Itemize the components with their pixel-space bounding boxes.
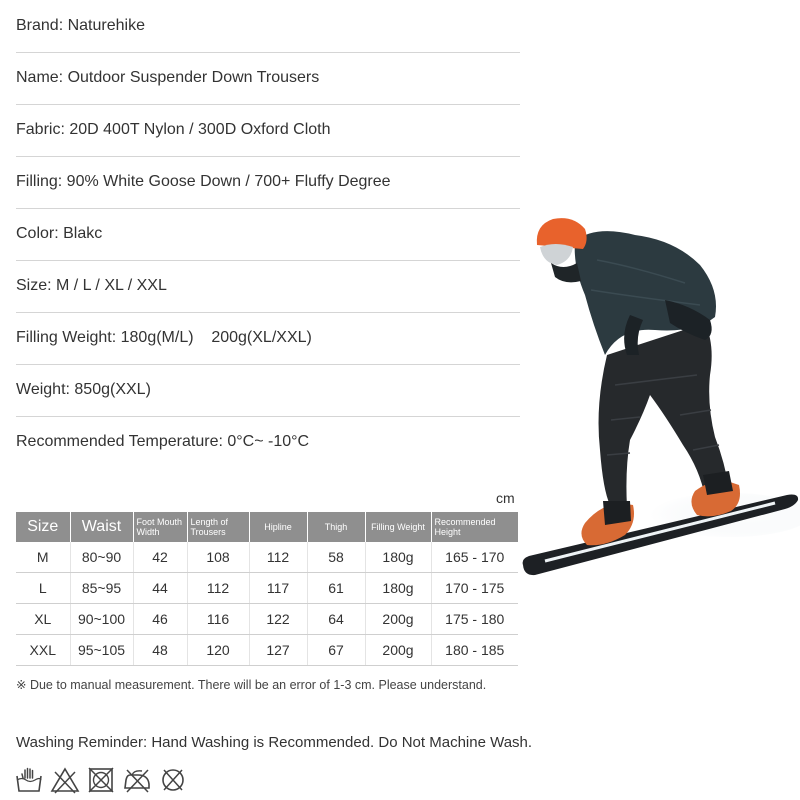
table-cell: 58 (307, 542, 365, 573)
table-cell: 165 - 170 (431, 542, 518, 573)
do-not-bleach-icon (50, 766, 80, 794)
spec-brand: Brand: Naturehike (16, 0, 520, 53)
spec-color: Color: Blakc (16, 208, 520, 261)
table-cell: 108 (187, 542, 249, 573)
table-cell: 180g (365, 573, 431, 604)
table-cell: 120 (187, 635, 249, 666)
spec-temperature: Recommended Temperature: 0°C~ -10°C (16, 433, 310, 450)
unit-label: cm (496, 490, 515, 506)
table-cell: 85~95 (70, 573, 133, 604)
table-cell: 116 (187, 604, 249, 635)
header-hipline: Hipline (249, 512, 307, 542)
header-size: Size (16, 512, 70, 542)
hand-wash-icon (14, 766, 44, 794)
do-not-tumble-dry-icon (86, 766, 116, 794)
header-foot-mouth-width: Foot Mouth Width (133, 512, 187, 542)
measurement-note: ※ Due to manual measurement. There will be an error of 1-3 cm. Please understand. (16, 678, 487, 692)
table-cell: 175 - 180 (431, 604, 518, 635)
spec-fabric: Fabric: 20D 400T Nylon / 300D Oxford Cloth (16, 104, 520, 157)
table-cell: 170 - 175 (431, 573, 518, 604)
table-cell: 61 (307, 573, 365, 604)
header-filling-weight: Filling Weight (365, 512, 431, 542)
table-cell: 80~90 (70, 542, 133, 573)
table-cell: XXL (16, 635, 70, 666)
table-cell: 180g (365, 542, 431, 573)
snowboarder-photo (515, 205, 800, 595)
goggles (540, 244, 573, 265)
care-icon-row (14, 766, 188, 794)
table-cell: 112 (249, 542, 307, 573)
table-cell: 90~100 (70, 604, 133, 635)
spec-filling: Filling: 90% White Goose Down / 700+ Fluffy Degree (16, 156, 520, 209)
table-cell: 67 (307, 635, 365, 666)
table-row (16, 635, 518, 666)
table-cell: 200g (365, 604, 431, 635)
spec-size: Size: M / L / XL / XXL (16, 260, 520, 313)
size-chart-header-row (16, 512, 518, 542)
table-cell: 127 (249, 635, 307, 666)
table-cell: 64 (307, 604, 365, 635)
do-not-iron-icon (122, 766, 152, 794)
spec-name: Name: Outdoor Suspender Down Trousers (16, 52, 520, 105)
table-cell: 180 - 185 (431, 635, 518, 666)
table-cell: XL (16, 604, 70, 635)
header-thigh: Thigh (307, 512, 365, 542)
table-cell: M (16, 542, 70, 573)
table-cell: 48 (133, 635, 187, 666)
table-cell: 95~105 (70, 635, 133, 666)
table-cell: 117 (249, 573, 307, 604)
table-cell: 200g (365, 635, 431, 666)
table-row (16, 573, 518, 604)
do-not-dry-clean-icon (158, 766, 188, 794)
table-cell: 112 (187, 573, 249, 604)
table-row (16, 542, 518, 573)
size-chart-table (16, 512, 518, 666)
table-cell: L (16, 573, 70, 604)
helmet (537, 218, 587, 249)
table-cell: 42 (133, 542, 187, 573)
spec-filling-weight: Filling Weight: 180g(M/L) 200g(XL/XXL) (16, 312, 520, 365)
neck-gaiter (551, 263, 581, 282)
table-cell: 44 (133, 573, 187, 604)
table-cell: 46 (133, 604, 187, 635)
spec-weight: Weight: 850g(XXL) (16, 364, 520, 417)
header-waist: Waist (70, 512, 133, 542)
table-cell: 122 (249, 604, 307, 635)
header-length-of-trousers: Length of Trousers (187, 512, 249, 542)
header-recommended-height: Recommended Height (431, 512, 518, 542)
table-row (16, 604, 518, 635)
washing-reminder: Washing Reminder: Hand Washing is Recommended. Do Not Machine Wash. (16, 734, 533, 751)
